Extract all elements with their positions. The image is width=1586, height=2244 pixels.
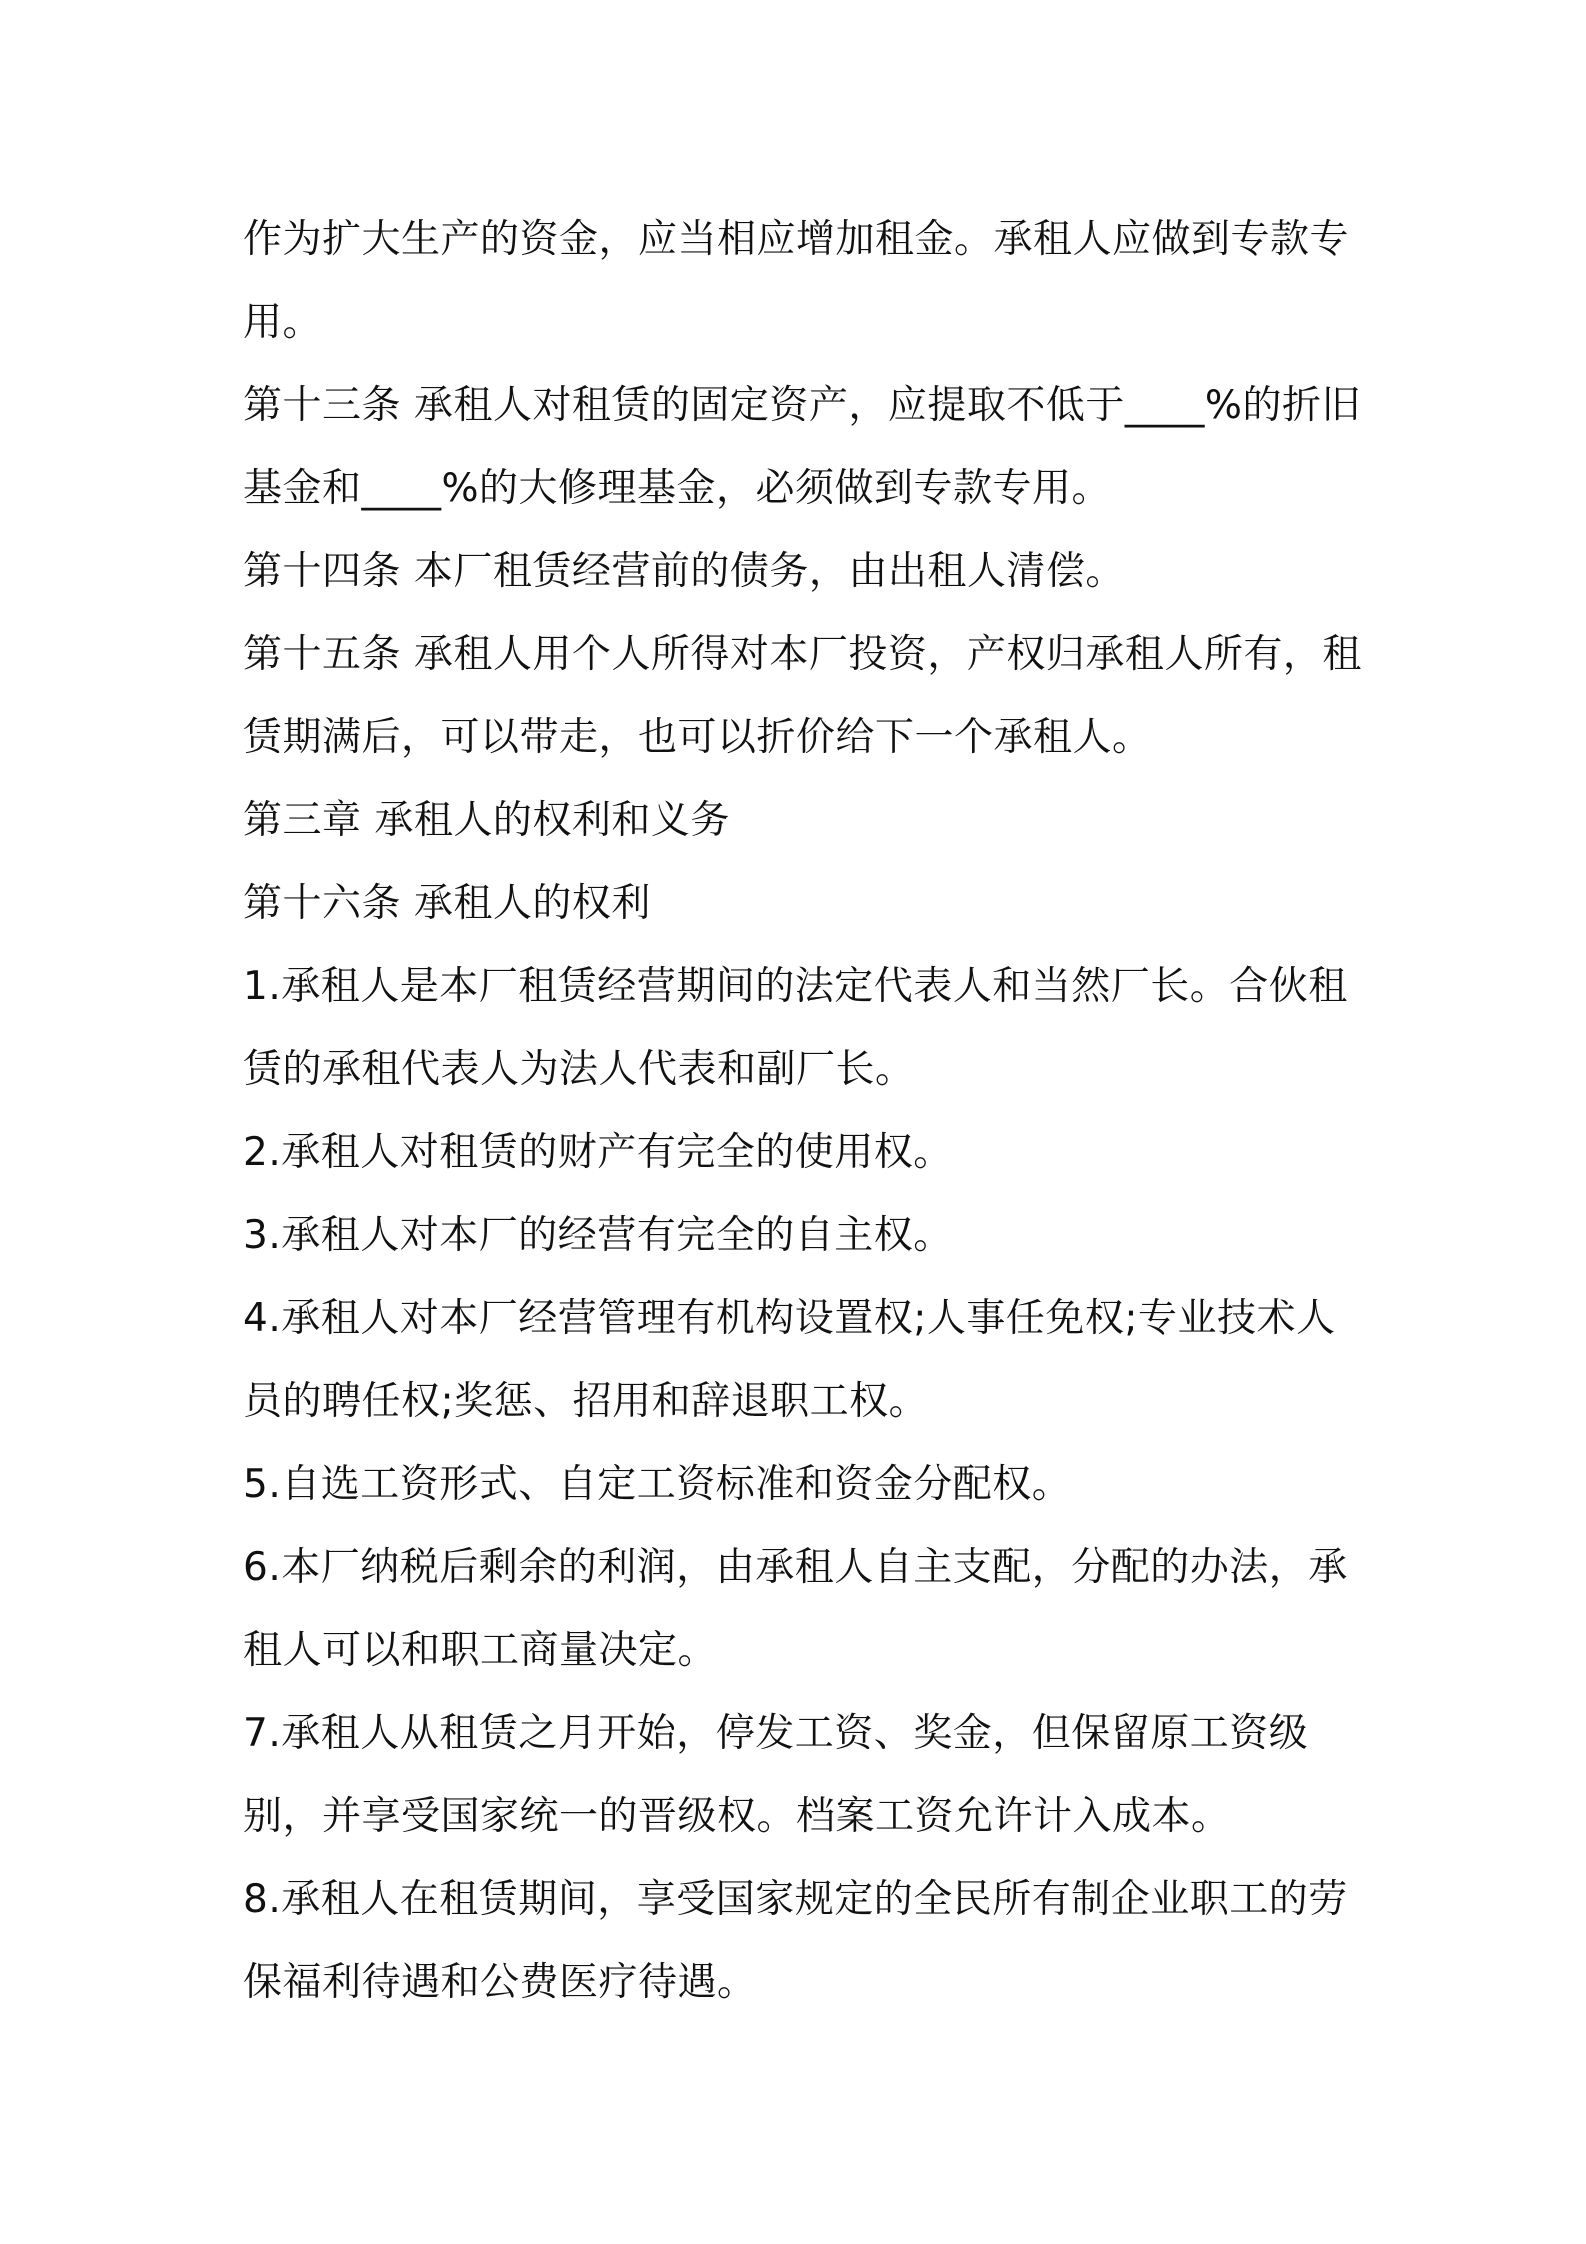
list-item-5: 5.自选工资形式、自定工资标准和资金分配权。 xyxy=(243,1462,1072,1507)
paragraph-article-14: 第十四条 本厂租赁经营前的债务，由出租人清偿。 xyxy=(243,549,1125,594)
paragraph-article-15: 第十五条 承租人用个人所得对本厂投资，产权归承租人所有，租赁期满后，可以带走，也可以折价给下一个承租人。 xyxy=(243,632,1362,760)
list-item-3: 3.承租人对本厂的经营有完全的自主权。 xyxy=(243,1213,953,1258)
paragraph-continuation: 作为扩大生产的资金，应当相应增加租金。承租人应做到专款专用。 xyxy=(243,217,1350,345)
list-item-2: 2.承租人对租赁的财产有完全的使用权。 xyxy=(243,1130,953,1175)
list-item-8: 8.承租人在租赁期间，享受国家规定的全民所有制企业职工的劳保福利待遇和公费医疗待遇。 xyxy=(243,1877,1348,2005)
paragraph-article-13: 第十三条 承租人对租赁的固定资产，应提取不低于____%的折旧基金和____%的大修理基金，必须做到专款专用。 xyxy=(243,383,1361,511)
paragraph-article-16: 第十六条 承租人的权利 xyxy=(243,881,651,926)
list-item-7: 7.承租人从租赁之月开始，停发工资、奖金，但保留原工资级别，并享受国家统一的晋级权。档案工资允许计入成本。 xyxy=(243,1711,1309,1839)
list-item-4: 4.承租人对本厂经营管理有机构设置权;人事任免权;专业技术人员的聘任权;奖惩、招用和辞退职工权。 xyxy=(243,1296,1336,1424)
document-body xyxy=(243,198,1363,2024)
list-item-6: 6.本厂纳税后剩余的利润，由承租人自主支配，分配的办法，承租人可以和职工商量决定。 xyxy=(243,1545,1348,1673)
chapter-heading: 第三章 承租人的权利和义务 xyxy=(243,798,730,843)
list-item-1: 1.承租人是本厂租赁经营期间的法定代表人和当然厂长。合伙租赁的承租代表人为法人代表和副厂长。 xyxy=(243,964,1348,1092)
